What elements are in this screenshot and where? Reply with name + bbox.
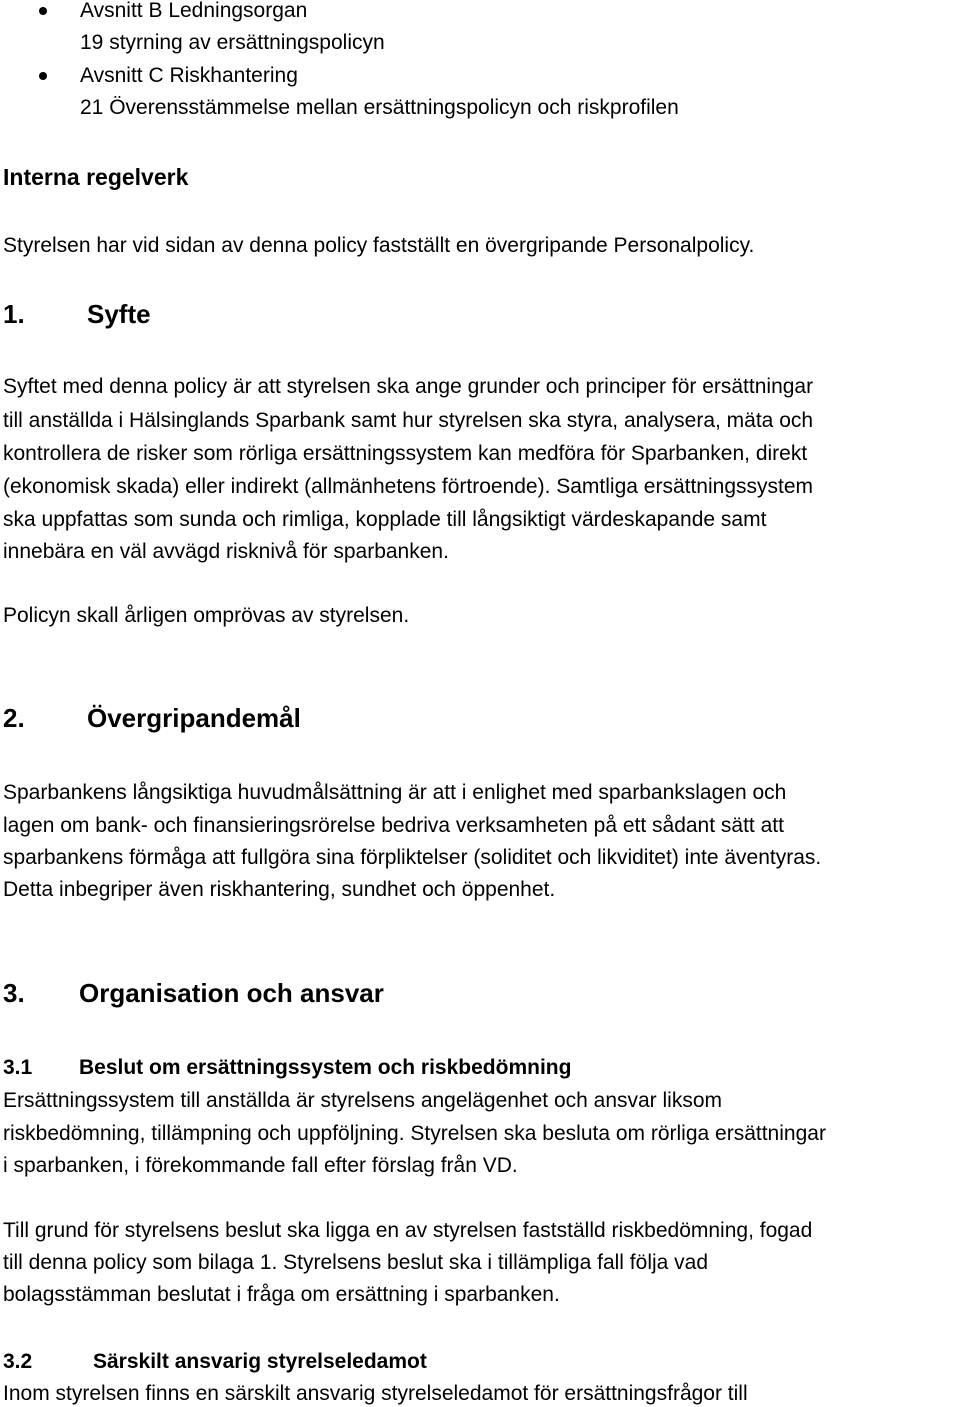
body-line: Detta inbegriper även riskhantering, sundhet och öppenhet. <box>3 878 556 901</box>
body-line: bolagsstämman beslutat i fråga om ersättning i sparbanken. <box>3 1283 560 1306</box>
body-line: (ekonomisk skada) eller indirekt (allmänhetens förtroende). Samtliga ersättningssystem <box>3 475 814 498</box>
body-text: Styrelsen har vid sidan av denna policy fastställt en övergripande Personalpolicy. <box>3 234 755 257</box>
body-line: riskbedömning, tillämpning och uppföljning. Styrelsen ska besluta om rörliga ersättningar <box>3 1122 826 1145</box>
section-title: Organisation och ansvar <box>79 978 384 1008</box>
toc-item-title: Avsnitt B Ledningsorgan <box>80 0 308 22</box>
body-line: lagen om bank- och finansieringsrörelse bedriva verksamheten på ett sådant sätt att <box>3 814 784 837</box>
body-line: Syftet med denna policy är att styrelsen ska ange grunder och principer för ersättningar <box>3 375 814 398</box>
body-line: innebära en väl avvägd risknivå för sparbanken. <box>3 540 449 563</box>
body-line: ska uppfattas som sunda och rimliga, kopplade till långsiktigt värdeskapande samt <box>3 508 767 531</box>
body-line: Inom styrelsen finns en särskilt ansvarig styrelseledamot för ersättningsfrågor till <box>3 1382 748 1405</box>
body-line: kontrollera de risker som rörliga ersättningssystem kan medföra för Sparbanken, direkt <box>3 442 808 465</box>
body-line: till anställda i Hälsinglands Sparbank samt hur styrelsen ska styra, analysera, mäta och <box>3 409 814 432</box>
body-line: Policyn skall årligen omprövas av styrelsen. <box>3 604 410 627</box>
body-line: sparbankens förmåga att fullgöra sina förpliktelser (soliditet och likviditet) inte äventyras. <box>3 846 822 869</box>
bullet-icon <box>39 7 47 15</box>
subsection-number: 3.2 <box>3 1350 33 1373</box>
toc-item-title: Avsnitt C Riskhantering <box>80 64 298 87</box>
subsection-title: Särskilt ansvarig styrelseledamot <box>93 1350 427 1373</box>
section-title: Övergripandemål <box>87 703 301 733</box>
section-heading: Interna regelverk <box>3 164 189 190</box>
section-number: 2. <box>3 703 25 733</box>
toc-item-sub: 19 styrning av ersättningspolicyn <box>80 31 385 54</box>
body-line: Sparbankens långsiktiga huvudmålsättning är att i enlighet med sparbankslagen och <box>3 781 787 804</box>
toc-item-sub: 21 Överensstämmelse mellan ersättningspolicyn och riskprofilen <box>80 96 679 119</box>
body-line: Till grund för styrelsens beslut ska ligga en av styrelsen fastställd riskbedömning, fogad <box>3 1219 813 1242</box>
subsection-title: Beslut om ersättningssystem och riskbedömning <box>79 1056 572 1079</box>
subsection-number: 3.1 <box>3 1056 33 1079</box>
body-line: till denna policy som bilaga 1. Styrelsens beslut ska i tillämpliga fall följa vad <box>3 1251 709 1274</box>
body-line: i sparbanken, i förekommande fall efter förslag från VD. <box>3 1154 518 1177</box>
section-title: Syfte <box>87 299 151 329</box>
body-line: Ersättningssystem till anställda är styrelsens angelägenhet och ansvar liksom <box>3 1089 723 1112</box>
section-number: 1. <box>3 299 25 329</box>
bullet-icon <box>39 72 47 80</box>
section-number: 3. <box>3 978 25 1008</box>
